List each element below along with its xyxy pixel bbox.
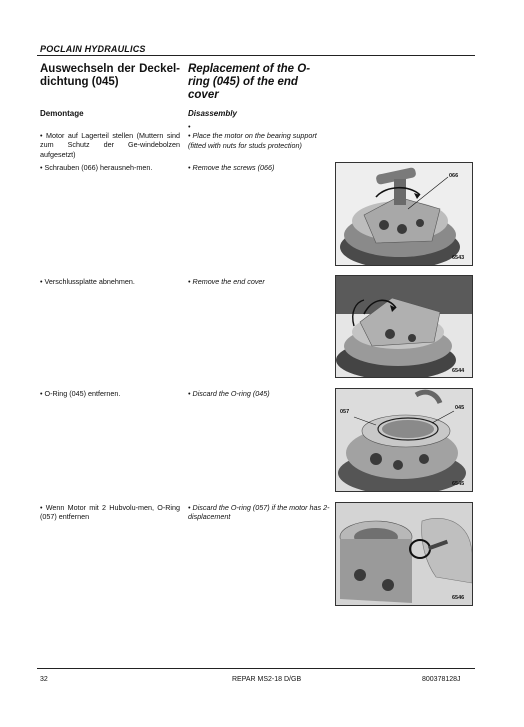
photo-number: 6546 — [452, 595, 465, 601]
step-2-english: • Remove the screws (066) — [188, 163, 275, 172]
step-4-english: • Discard the O-ring (045) — [188, 389, 270, 398]
photo-remove-end-cover — [335, 275, 473, 378]
ref-label: 066 — [449, 173, 459, 179]
brand-header: POCLAIN HYDRAULICS — [40, 44, 146, 54]
ref-label: 045 — [455, 405, 465, 411]
footer-rule — [37, 668, 475, 669]
document-code: 800378128J — [422, 676, 461, 683]
step-3-english: • Remove the end cover — [188, 277, 265, 286]
o-ring-045-illustration — [336, 389, 473, 492]
photo-number: 6543 — [452, 255, 465, 261]
header-rule — [37, 55, 475, 56]
end-cover-illustration — [336, 276, 473, 378]
step-3-german: • Verschlussplatte abnehmen. — [40, 277, 135, 286]
step-1-english: • • Place the motor on the bearing support (fitted with nuts for studs protection) — [188, 122, 317, 150]
title-english: Replacement of the O-ring (045) of the end cover — [188, 63, 311, 101]
step-2-german: • Schrauben (066) herausneh-men. — [40, 163, 153, 172]
subtitle-german: Demontage — [40, 109, 84, 118]
photo-number: 6544 — [452, 368, 465, 374]
step-5-german: • Wenn Motor mit 2 Hubvolu-men, O-Ring (057) entfernen — [40, 503, 180, 522]
page-number: 32 — [40, 676, 48, 683]
ref-label: 057 — [340, 409, 350, 415]
step-1-german: • Motor auf Lagerteil stellen (Muttern sind zum Schutz der Ge-windebolzen aufgesetzt) — [40, 131, 180, 159]
step-5-english: • Discard the O-ring (057) if the motor has 2-displacement — [188, 503, 330, 522]
o-ring-057-illustration — [336, 503, 473, 606]
step-4-german: • O-Ring (045) entfernen. — [40, 389, 121, 398]
photo-number: 6545 — [452, 481, 465, 487]
photo-discard-o-ring-057 — [335, 502, 473, 606]
subtitle-english: Disassembly — [188, 109, 237, 118]
title-german: Auswechseln der Deckel-dichtung (045) — [40, 63, 180, 88]
photo-remove-screws — [335, 162, 473, 266]
document-reference: REPAR MS2-18 D/GB — [232, 676, 302, 683]
photo-discard-o-ring-045 — [335, 388, 473, 492]
